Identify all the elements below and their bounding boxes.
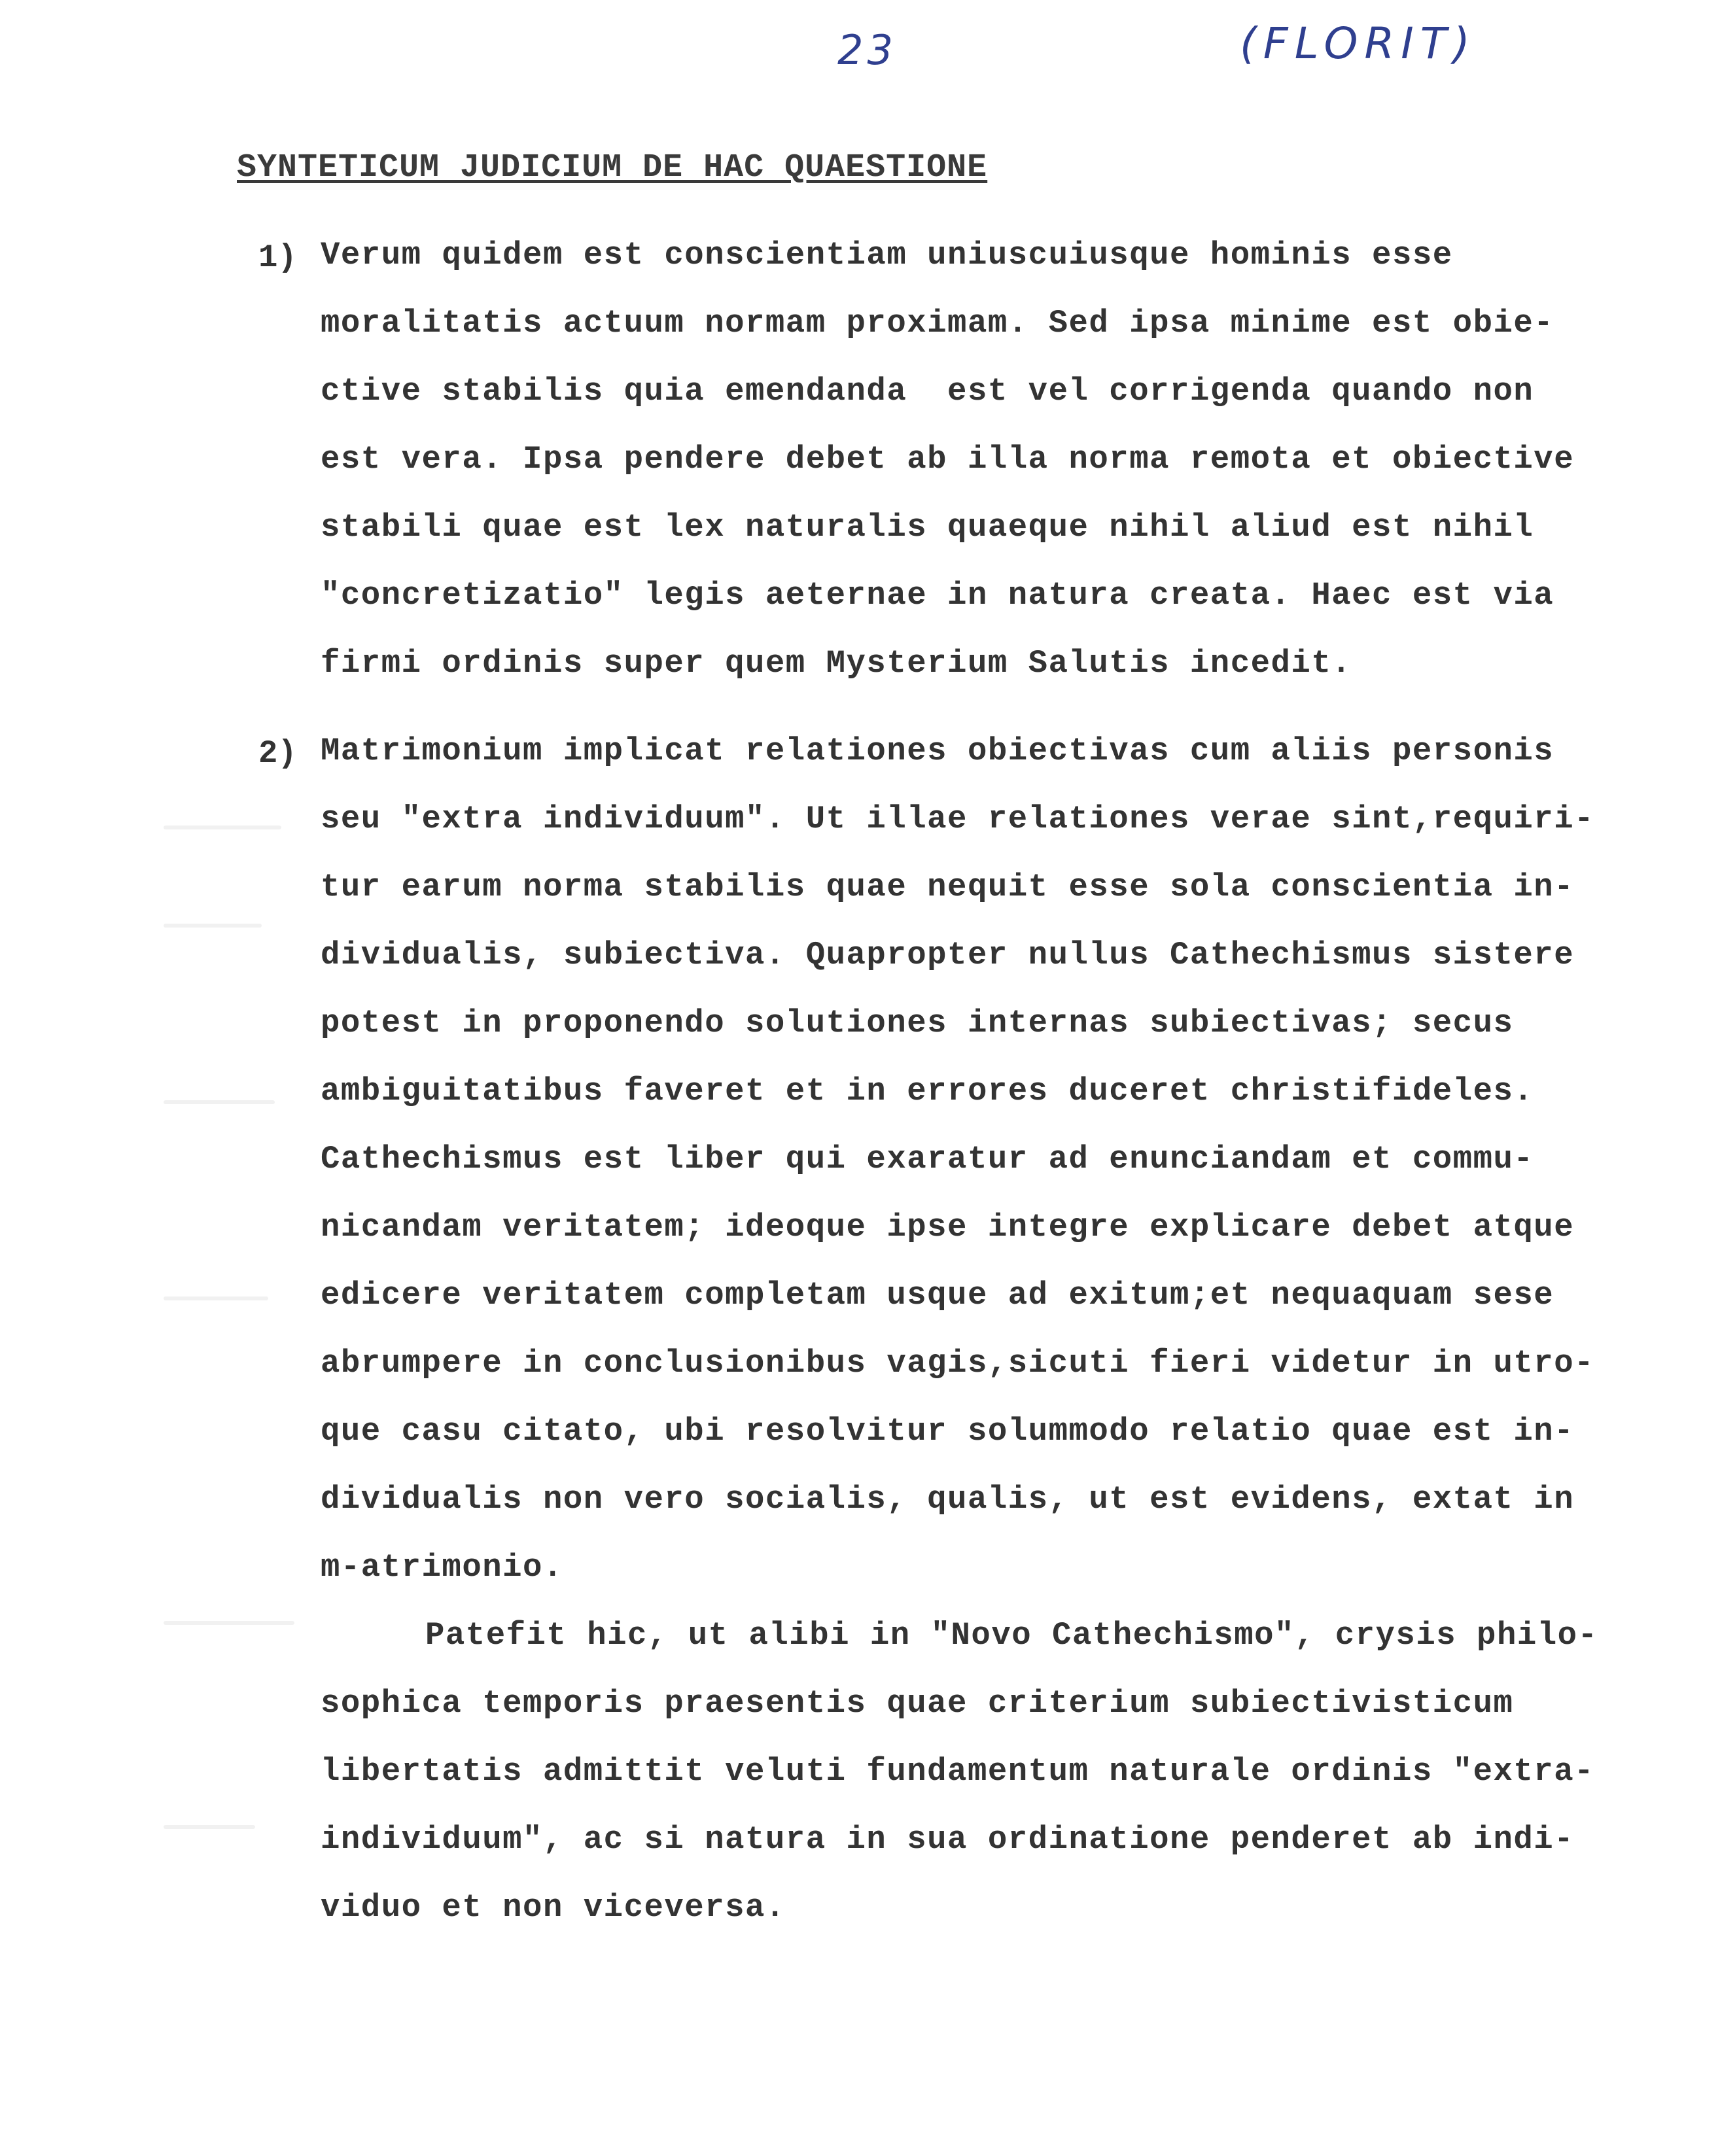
section-1-line: "concretizatio" legis aeternae in natura creata. Haec est via — [321, 577, 1554, 614]
show-through-line — [164, 1621, 294, 1625]
closing-paragraph-line: individuum", ac si natura in sua ordinatione penderet ab indi- — [321, 1821, 1575, 1858]
section-1-line: stabili quae est lex naturalis quaeque nihil aliud est nihil — [321, 509, 1534, 546]
show-through-line — [164, 1825, 255, 1829]
author-note-annotation: (FLORIT) — [1240, 18, 1477, 69]
section-2-line: tur earum norma stabilis quae nequit esse sola conscientia in- — [321, 869, 1575, 905]
show-through-line — [164, 924, 262, 928]
section-2-line: dividualis, subiectiva. Quapropter nullus Cathechismus sistere — [321, 937, 1575, 973]
section-2-number: 2) — [258, 735, 297, 772]
closing-paragraph-line: Patefit hic, ut alibi in "Novo Cathechismo", crysis philo- — [425, 1617, 1598, 1654]
section-2-line: potest in proponendo solutiones internas subiectivas; secus — [321, 1005, 1514, 1041]
section-2-line: dividualis non vero socialis, qualis, ut est evidens, extat in — [321, 1481, 1575, 1518]
section-2-line: nicandam veritatem; ideoque ipse integre explicare debet atque — [321, 1209, 1575, 1245]
section-2-line: m-atrimonio. — [321, 1549, 563, 1586]
section-2-line: ambiguitatibus faveret et in errores duceret christifideles. — [321, 1073, 1534, 1109]
section-1-line: est vera. Ipsa pendere debet ab illa norma remota et obiective — [321, 441, 1575, 478]
closing-paragraph-line: sophica temporis praesentis quae criterium subiectivisticum — [321, 1685, 1514, 1722]
section-2-line: Matrimonium implicat relationes obiectivas cum aliis personis — [321, 733, 1554, 769]
section-2-line: edicere veritatem completam usque ad exitum;et nequaquam sese — [321, 1277, 1554, 1313]
closing-paragraph-line: libertatis admittit veluti fundamentum naturale ordinis "extra- — [321, 1753, 1595, 1790]
section-1-line: firmi ordinis super quem Mysterium Salutis incedit. — [321, 645, 1352, 682]
page-number-annotation: 23 — [837, 26, 897, 74]
show-through-line — [164, 1296, 268, 1300]
section-1-number: 1) — [258, 239, 297, 276]
section-1-line: ctive stabilis quia emendanda est vel corrigenda quando non — [321, 373, 1534, 409]
section-2-line: Cathechismus est liber qui exaratur ad enunciandam et commu- — [321, 1141, 1534, 1177]
show-through-line — [164, 1100, 275, 1104]
section-1-line: Verum quidem est conscientiam uniuscuiusque hominis esse — [321, 237, 1453, 273]
section-1-line: moralitatis actuum normam proximam. Sed ipsa minime est obie- — [321, 305, 1554, 341]
section-2-line: abrumpere in conclusionibus vagis,sicuti fieri videtur in utro- — [321, 1345, 1595, 1382]
section-2-line: seu "extra individuum". Ut illae relationes verae sint,requiri- — [321, 801, 1595, 837]
show-through-line — [164, 826, 281, 829]
document-title: SYNTETICUM JUDICIUM DE HAC QUAESTIONE — [237, 149, 988, 186]
closing-paragraph-line: viduo et non viceversa. — [321, 1889, 786, 1926]
section-2-line: que casu citato, ubi resolvitur solummodo relatio quae est in- — [321, 1413, 1575, 1450]
